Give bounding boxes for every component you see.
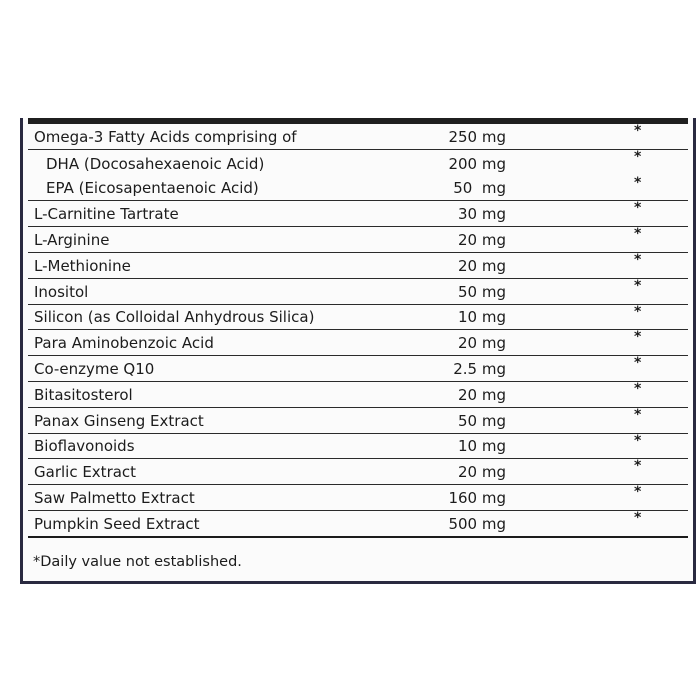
ingredient-row-saw-palmetto xyxy=(28,485,688,511)
ingredient-row-ginseng xyxy=(28,408,688,434)
ingredient-row-epa xyxy=(28,176,688,202)
daily-value-mark: * xyxy=(634,251,642,268)
daily-value-mark: * xyxy=(634,329,642,346)
ingredient-name: Panax Ginseng Extract xyxy=(34,411,204,430)
daily-value-mark: * xyxy=(634,458,642,475)
ingredient-row-garlic xyxy=(28,459,688,485)
ingredient-amount: 20 mg xyxy=(458,256,506,275)
ingredient-name: Silicon (as Colloidal Anhydrous Silica) xyxy=(34,308,315,327)
ingredient-name: Bitasitosterol xyxy=(34,385,133,404)
ingredient-row-paba xyxy=(28,330,688,356)
ingredient-name: L-Methionine xyxy=(34,256,131,275)
ingredient-amount: 50 mg xyxy=(453,179,506,198)
daily-value-mark: * xyxy=(634,200,642,217)
daily-value-mark: * xyxy=(634,226,642,243)
ingredient-amount: 30 mg xyxy=(458,205,506,224)
ingredient-amount: 50 mg xyxy=(458,282,506,301)
ingredient-row-dha xyxy=(28,150,688,176)
daily-value-mark: * xyxy=(634,380,642,397)
ingredient-name: Omega-3 Fatty Acids comprising of xyxy=(34,127,297,146)
ingredient-amount: 500 mg xyxy=(448,514,506,533)
daily-value-footnote: *Daily value not established. xyxy=(33,554,242,570)
ingredient-row-pumpkin-seed xyxy=(28,511,688,538)
ingredient-amount: 20 mg xyxy=(458,334,506,353)
daily-value-mark: * xyxy=(634,174,642,191)
ingredient-amount: 2.5 mg xyxy=(453,359,506,378)
ingredient-name: Para Aminobenzoic Acid xyxy=(34,334,214,353)
ingredient-row-bitasitosterol xyxy=(28,382,688,408)
daily-value-mark: * xyxy=(634,406,642,423)
ingredient-row-omega3 xyxy=(28,124,688,150)
daily-value-mark: * xyxy=(634,277,642,294)
ingredient-row-l-carnitine xyxy=(28,201,688,227)
ingredient-amount: 250 mg xyxy=(448,127,506,146)
ingredient-name: L-Carnitine Tartrate xyxy=(34,205,179,224)
ingredient-name: Pumpkin Seed Extract xyxy=(34,514,200,533)
ingredient-name: Garlic Extract xyxy=(34,463,137,482)
ingredient-amount: 10 mg xyxy=(458,308,506,327)
ingredient-name: Co-enzyme Q10 xyxy=(34,359,155,378)
ingredient-amount: 20 mg xyxy=(458,463,506,482)
ingredient-name: L-Arginine xyxy=(34,230,110,249)
daily-value-mark: * xyxy=(634,355,642,372)
ingredient-name: DHA (Docosahexaenoic Acid) xyxy=(46,154,265,173)
daily-value-mark: * xyxy=(634,484,642,501)
supplement-facts-panel xyxy=(20,118,696,584)
daily-value-mark: * xyxy=(634,509,642,526)
ingredient-amount: 10 mg xyxy=(458,437,506,456)
ingredient-name: Bioflavonoids xyxy=(34,437,135,456)
ingredient-row-silicon xyxy=(28,305,688,331)
ingredient-row-coq10 xyxy=(28,356,688,382)
ingredient-name: Saw Palmetto Extract xyxy=(34,488,195,507)
ingredient-amount: 20 mg xyxy=(458,385,506,404)
daily-value-mark: * xyxy=(634,303,642,320)
ingredient-row-l-methionine xyxy=(28,253,688,279)
ingredient-amount: 160 mg xyxy=(448,488,506,507)
daily-value-mark: * xyxy=(634,123,642,139)
ingredient-table xyxy=(28,124,688,538)
daily-value-mark: * xyxy=(634,148,642,165)
daily-value-mark: * xyxy=(634,432,642,449)
ingredient-row-inositol xyxy=(28,279,688,305)
ingredient-amount: 200 mg xyxy=(448,154,506,173)
ingredient-row-l-arginine xyxy=(28,227,688,253)
ingredient-row-bioflavonoids xyxy=(28,434,688,460)
ingredient-amount: 20 mg xyxy=(458,230,506,249)
ingredient-amount: 50 mg xyxy=(458,411,506,430)
ingredient-name: EPA (Eicosapentaenoic Acid) xyxy=(46,179,259,198)
ingredient-name: Inositol xyxy=(34,282,89,301)
